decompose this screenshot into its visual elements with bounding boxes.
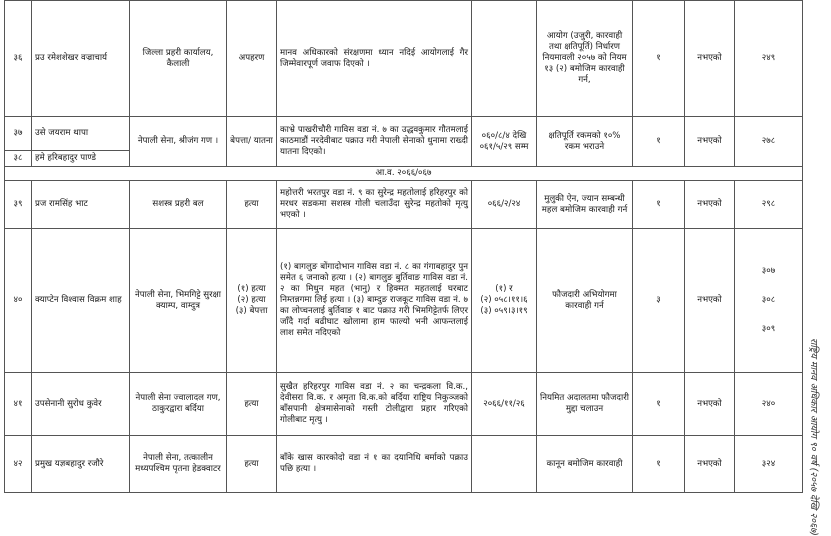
- file-number: २७८: [735, 117, 803, 167]
- incident-type: बेपत्ता/ यातना: [227, 117, 277, 167]
- incident-description: मानव अधिकारको संरक्षणमा ध्यान नदिई आयोगलाई गैर जिम्मेवारपूर्ण जवाफ दिएको ।: [277, 1, 472, 117]
- incident-description: महोत्तरी भरतपुर वडा नं. ९ का सुरेन्द्र महतोलाई हरिहरपुर को मरधर सडकमा सशस्त्र गोली चलाउँदा सुरेन्द्र महतोको मृत्यु भएको ।: [277, 181, 472, 229]
- incident-date: (२) ०५८।११।६: [480, 295, 528, 305]
- serial-number: ४२: [5, 436, 32, 493]
- organization: नेपाली सेना, तत्कालीन मध्यपश्चिम पृतना हेडक्वाटर: [130, 436, 227, 493]
- incident-description: सुखैत हरिहरपुर गाविस वडा नं. २ का चन्द्रकला वि.क., देवीसरा वि.क. र अमृता वि.क.को बर्दिया राष्ट्रिय निकुञ्जको बाँसपानी क्षेत्रमासेनाको गस्ती टोलीद्वारा प्रहार गरिएको गोलीबाट मृत्यु ।: [277, 373, 472, 436]
- serial-number: ४०: [5, 229, 32, 373]
- count: १: [633, 1, 685, 117]
- table-row: [5, 436, 803, 493]
- table-row: [5, 117, 803, 151]
- count: १: [633, 373, 685, 436]
- count: १: [633, 436, 685, 493]
- table-row: [5, 1, 803, 117]
- file-number: ३०९: [761, 324, 776, 334]
- file-number: २४९: [735, 1, 803, 117]
- official-name: प्रमुख यज्ञबहादुर रजौरे: [32, 436, 130, 493]
- implementation-status: नभएको: [685, 373, 735, 436]
- official-name: हमे हरिबहादुर पाण्डे: [32, 151, 130, 167]
- incident-date: ०६०/८/४ देखि ०६१/५/२९ सम्म: [472, 117, 537, 167]
- official-name: प्रज रामसिंह भाट: [32, 181, 130, 229]
- incident-description: बाँके खास कारकोदो वडा नं १ का दयानिधि बर्माको पक्राउ पछि हत्या ।: [277, 436, 472, 493]
- incident-type: हत्या: [227, 181, 277, 229]
- incident-date: २०६६/११/२६: [472, 373, 537, 436]
- file-number: २९८: [735, 181, 803, 229]
- table-row: [5, 229, 803, 373]
- incident-type-list: [227, 229, 277, 373]
- recommendation: कानून बमोजिम कारवाही: [537, 436, 633, 493]
- book-title-side-note: राष्ट्रिय मानव अधिकार आयोग ९० वर्ष (२०५७ देखि २०६७): [808, 338, 819, 536]
- serial-number: ३९: [5, 181, 32, 229]
- implementation-status: नभएको: [685, 181, 735, 229]
- recommendation: फौजदारी अभियोगमा कारवाही गर्न: [537, 229, 633, 373]
- official-name: क्याप्टेन विश्वास विक्रम शाह: [32, 229, 130, 373]
- incident-date-list: [472, 229, 537, 373]
- file-number: ३२४: [735, 436, 803, 493]
- organization: नेपाली सेना, श्रीजंग गण ।: [130, 117, 227, 167]
- incident-type: हत्या: [227, 373, 277, 436]
- incident-date: [472, 436, 537, 493]
- organization: सशस्त्र प्रहरी बल: [130, 181, 227, 229]
- fiscal-year-row: [5, 167, 803, 181]
- serial-number: ३८: [5, 151, 32, 167]
- serial-number: ३६: [5, 1, 32, 117]
- incident-type: (२) हत्या: [237, 295, 266, 305]
- incident-type: अपहरण: [227, 1, 277, 117]
- recommendation-table: [4, 0, 803, 493]
- official-name: उसे जयराम थापा: [32, 117, 130, 151]
- incident-type: (३) बेपत्ता: [235, 306, 268, 316]
- file-number: ३०७: [761, 266, 776, 276]
- organization: नेपाली सेना ज्वालादल गण, ठाकुरद्वारा बर्दिया: [130, 373, 227, 436]
- incident-date: (३) ०५९।३।१९: [480, 306, 528, 316]
- incident-description: (१) बागलुङ बोंगादोभान गाविस वडा नं. ८ का गंगाबहादुर पुन समेत ६ जनाको हत्या । (२) बागलुङ बुर्तिवाङ गाविस वडा नं. २ का मिधुन महत (भानु) र हिक्मत महतलाई घरबाट निम्तन्नगमा लिई हत्या । (३) बाम्दुङ राजकूट गाविस वडा नं. ७ का लोप्चनलाई बुर्तिवाङ १ बाट पक्राउ गरी भिमगिट्टेतर्फ लिएर जाँदै गर्दा बढीघाट खोलामा हाम फाल्यो भनी आफन्तलाई लाश समेत नदिएको: [277, 229, 472, 373]
- incident-date: (१) र: [495, 284, 513, 294]
- file-number: ३०८: [761, 295, 776, 305]
- official-name: उपसेनानी सुरोध कुवेर: [32, 373, 130, 436]
- file-number-list: [735, 229, 803, 373]
- organization: जिल्ला प्रहरी कार्यालय, कैलाली: [130, 1, 227, 117]
- recommendation: नियमित अदालतमा फौजदारी मुद्दा चलाउन: [537, 373, 633, 436]
- side-margin: [805, 338, 823, 536]
- recommendation: आयोग (उजुरी, कारवाही तथा क्षतिपूर्ति) निर्धारण नियमावली २०५७ को नियम १३ (२) बमोजिम कारवाही गर्न,: [537, 1, 633, 117]
- count: १: [633, 117, 685, 167]
- incident-date: ०६६/२/२४: [472, 181, 537, 229]
- implementation-status: नभएको: [685, 229, 735, 373]
- fiscal-year-label: आ.व. २०६६/०६७: [5, 167, 803, 181]
- organization: नेपाली सेना, भिमगिट्टे सुरक्षा क्याम्प, वाम्दुत्र: [130, 229, 227, 373]
- incident-type: (१) हत्या: [237, 284, 266, 294]
- recommendation: मुलुकी ऐन, ज्यान सम्बन्धी महल बमोजिम कारवाही गर्न: [537, 181, 633, 229]
- file-number: २४०: [735, 373, 803, 436]
- table-row: [5, 181, 803, 229]
- implementation-status: नभएको: [685, 436, 735, 493]
- official-name: प्रउ रमेशशेखर वज्राचार्य: [32, 1, 130, 117]
- incident-type: हत्या: [227, 436, 277, 493]
- recommendation: क्षतिपूर्ति रकमको १०% रकम भराउने: [537, 117, 633, 167]
- implementation-status: नभएको: [685, 1, 735, 117]
- count: १: [633, 181, 685, 229]
- count: ३: [633, 229, 685, 373]
- incident-description: काभ्रे पाखरीचौरी गाविस वडा नं. ७ का उद्धवकुमार गौतमलाई काठमाडौं नरदेवीबाट पक्राउ गरी नेपाली सेनाको धुनामा राख्दी यातना दिएको।: [277, 117, 472, 167]
- serial-number: ४१: [5, 373, 32, 436]
- table-row: [5, 373, 803, 436]
- serial-number: ३७: [5, 117, 32, 151]
- implementation-status: नभएको: [685, 117, 735, 167]
- incident-date: [472, 1, 537, 117]
